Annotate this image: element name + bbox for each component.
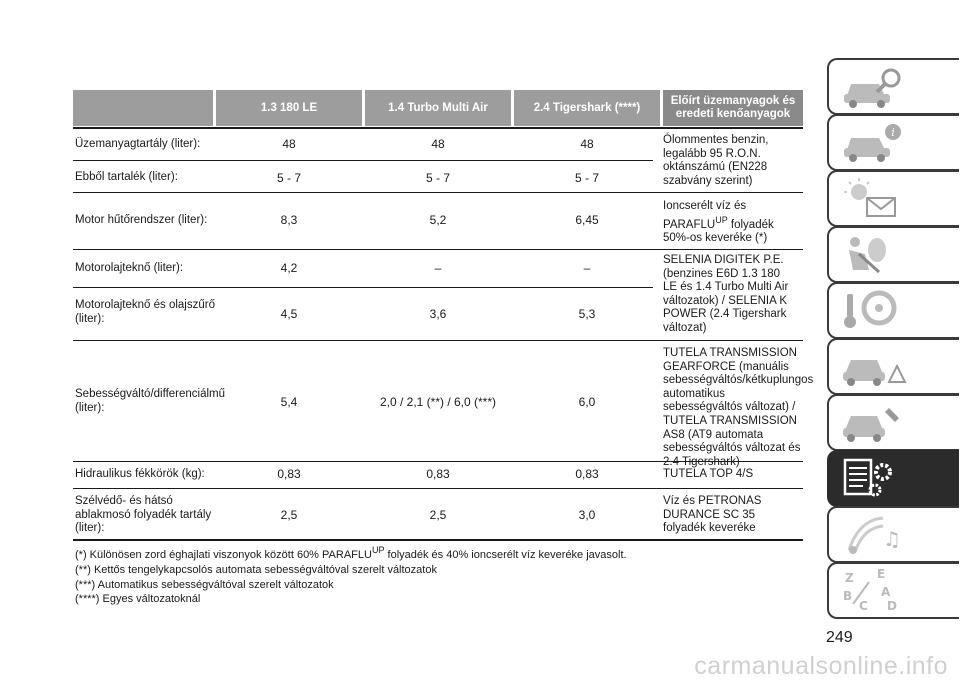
value-2-4: 6,0 bbox=[578, 395, 596, 409]
row-label: Motorolajteknő és olajszűrő (liter): bbox=[75, 299, 215, 325]
watermark: carmanualsonline.info bbox=[694, 652, 948, 680]
value-2-4: 5 - 7 bbox=[574, 171, 599, 185]
nav-tab-car-overview[interactable] bbox=[827, 58, 959, 115]
footnote-2: (**) Kettős tengelykapcsolós automata sebességváltóval szerelt változatok bbox=[75, 563, 437, 576]
value-1-4: 3,6 bbox=[429, 307, 447, 321]
value-1-3: 5,4 bbox=[280, 395, 298, 409]
page-number: 249 bbox=[826, 629, 853, 646]
row-label: Sebességváltó/differenciálmű (liter): bbox=[75, 388, 226, 414]
svg-text:C: C bbox=[859, 599, 868, 613]
row-label: Üzemanyagtartály (liter): bbox=[75, 138, 201, 150]
svg-text:Z: Z bbox=[845, 571, 854, 585]
value-1-3: 4,2 bbox=[280, 261, 298, 275]
header-engine-1-4: 1.4 Turbo Multi Air bbox=[365, 90, 511, 126]
header-fluids: Előírt üzemanyagok és eredeti kenőanyagok bbox=[663, 90, 803, 126]
car-magnifier-icon bbox=[839, 64, 909, 110]
footnotes bbox=[75, 543, 627, 607]
airbag-person-icon bbox=[839, 232, 909, 278]
nav-tab-lights-messages[interactable] bbox=[827, 170, 959, 227]
value-1-4: 5 - 7 bbox=[425, 171, 450, 185]
spec-coolant bbox=[663, 200, 793, 246]
value-2-4: 3,0 bbox=[578, 508, 596, 522]
row-label: Hidraulikus fékkörök (kg): bbox=[75, 468, 205, 480]
footnote-4: (****) Egyes változatoknál bbox=[75, 593, 201, 606]
document-gear-icon bbox=[839, 456, 909, 502]
svg-text:D: D bbox=[887, 599, 897, 613]
nav-tab-safety[interactable] bbox=[827, 226, 959, 283]
row-label: Ebből tartalék (liter): bbox=[75, 171, 178, 183]
nav-tab-maintenance[interactable] bbox=[827, 394, 959, 451]
car-service-icon bbox=[839, 400, 909, 446]
spec-transmission: TUTELA TRANSMISSION GEARFORCE (manuális sebességváltós/kétkuplungos automatikus sebességváltós változat) / TUTELA TRANSMISSION AS8 (AT9 automata sebességváltós változat és 2.4 Tigershark) bbox=[663, 347, 814, 468]
row-rule bbox=[73, 340, 803, 341]
spec-coolant-a: Ioncserélt víz és PARAFLU bbox=[663, 200, 747, 231]
value-1-4: 2,0 / 2,1 (**) / 6,0 (***) bbox=[379, 395, 497, 409]
car-info-icon bbox=[839, 120, 909, 166]
nav-tab-technical-data[interactable] bbox=[827, 450, 959, 507]
value-2-4: 0,83 bbox=[575, 467, 599, 481]
row-rule bbox=[73, 488, 803, 489]
spec-washer: Víz és PETRONAS DURANCE SC 35 folyadék keveréke bbox=[663, 495, 762, 535]
row-rule bbox=[73, 287, 653, 288]
value-1-3: 5 - 7 bbox=[276, 171, 301, 185]
table-bottom-rule bbox=[73, 539, 803, 541]
value-1-3: 0,83 bbox=[277, 467, 301, 481]
nav-tab-index[interactable] bbox=[827, 562, 959, 619]
row-rule bbox=[73, 160, 653, 161]
row-rule bbox=[73, 249, 803, 250]
spec-coolant-sup: UP bbox=[715, 214, 728, 225]
value-2-4: 5,3 bbox=[578, 307, 596, 321]
car-warning-icon bbox=[839, 344, 909, 390]
nav-tab-car-info[interactable] bbox=[827, 114, 959, 171]
header-rule bbox=[73, 127, 803, 129]
nav-tab-multimedia[interactable] bbox=[827, 506, 959, 563]
signal-music-icon bbox=[839, 512, 909, 558]
alphabet-index-icon bbox=[839, 568, 909, 614]
light-envelope-icon bbox=[839, 176, 909, 222]
nav-tab-starting-driving[interactable] bbox=[827, 282, 959, 339]
spec-brake: TUTELA TOP 4/S bbox=[663, 468, 754, 480]
row-label: Motor hűtőrendszer (liter): bbox=[75, 214, 208, 226]
value-1-3: 4,5 bbox=[280, 307, 298, 321]
value-2-4: – bbox=[583, 261, 591, 275]
header-engine-2-4: 2.4 Tigershark (****) bbox=[514, 90, 660, 126]
value-1-4: 48 bbox=[431, 137, 445, 151]
svg-text:E: E bbox=[877, 568, 886, 581]
footnote-1-sup: UP bbox=[371, 545, 385, 555]
spec-oil: SELENIA DIGITEK P.E. (benzines E6D 1.3 180 LE és 1.4 Turbo Multi Air változatok) / SELENIA K POWER (2.4 Tigershark változat) bbox=[663, 254, 789, 334]
svg-text:i: i bbox=[891, 126, 895, 139]
value-1-4: – bbox=[434, 261, 442, 275]
row-rule bbox=[73, 192, 803, 193]
footnote-1: (*) Különösen zord éghajlati viszonyok között 60% $PARAFLU^{UP}$ folyadék és 40% ioncserélt víz keveréke javasolt. bbox=[75, 545, 627, 561]
svg-text:B: B bbox=[843, 589, 853, 603]
row-label: Motorolajteknő (liter): bbox=[75, 262, 184, 274]
nav-tab-emergency[interactable] bbox=[827, 338, 959, 395]
value-1-4: 5,2 bbox=[429, 213, 447, 227]
spec-coolant-b: folyadék 50%-os keveréke (*) bbox=[663, 218, 774, 245]
value-2-4: 48 bbox=[580, 137, 594, 151]
header-engine-1-3: 1.3 180 LE bbox=[216, 90, 362, 126]
row-label: Szélvédő- és hátsó ablakmosó folyadék tartály (liter): bbox=[75, 495, 212, 535]
value-1-3: 8,3 bbox=[280, 213, 298, 227]
spec-fuel: Ólommentes benzin, legalább 95 R.O.N. oktánszámú (EN228 szabvány szerint) bbox=[663, 134, 769, 187]
value-1-3: 2,5 bbox=[280, 508, 298, 522]
header-empty bbox=[73, 90, 213, 126]
value-1-3: 48 bbox=[282, 137, 296, 151]
key-steering-wheel-icon bbox=[839, 288, 909, 334]
svg-text:♫: ♫ bbox=[883, 527, 901, 551]
value-1-4: 2,5 bbox=[429, 508, 447, 522]
value-2-4: 6,45 bbox=[575, 213, 599, 227]
footnote-3: (***) Automatikus sebességváltóval szerelt változatok bbox=[75, 578, 334, 591]
svg-text:A: A bbox=[881, 585, 891, 599]
value-1-4: 0,83 bbox=[426, 467, 450, 481]
